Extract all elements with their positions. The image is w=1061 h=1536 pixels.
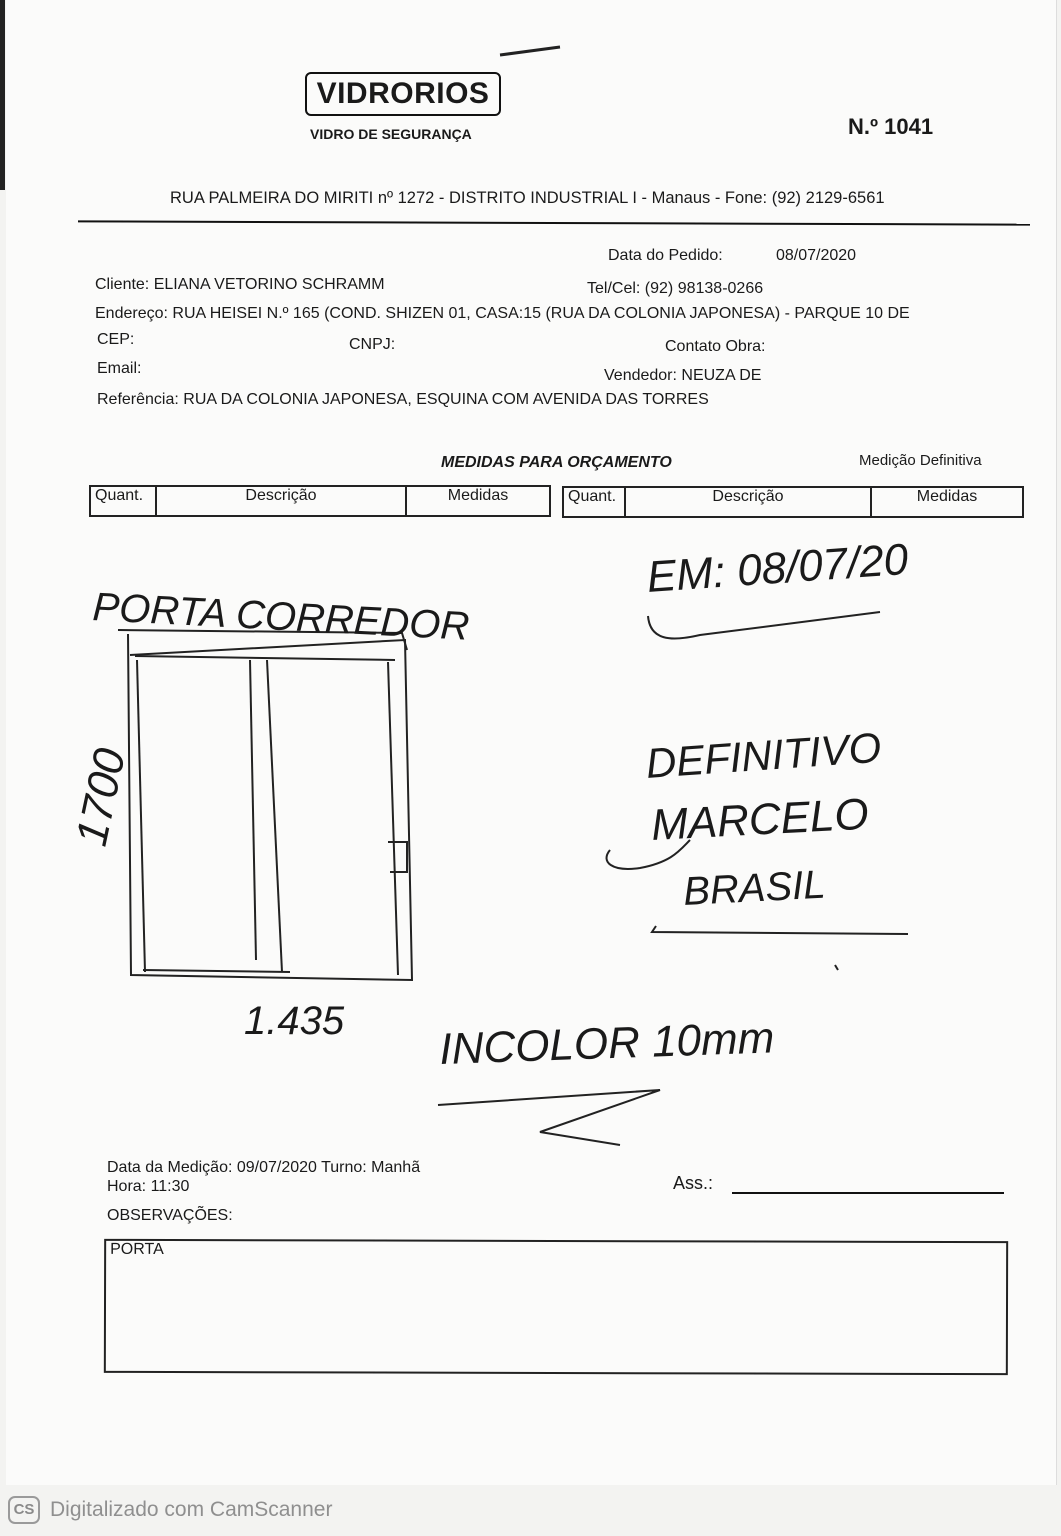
signature-label: Ass.: xyxy=(673,1173,714,1193)
col-description: Descrição xyxy=(156,486,406,516)
col-measures: Medidas xyxy=(406,486,550,516)
measurement-time: Hora: 11:30 xyxy=(107,1178,190,1195)
email-label: Email: xyxy=(97,360,142,377)
col-measures: Medidas xyxy=(871,487,1023,517)
hw-name-2: BRASIL xyxy=(682,862,827,914)
hw-title: PORTA CORREDOR xyxy=(91,585,471,649)
cep-label: CEP: xyxy=(97,331,135,348)
measures-section-title: MEDIDAS PARA ORÇAMENTO xyxy=(441,454,672,471)
hw-width: 1.435 xyxy=(244,999,345,1043)
col-quantity: Quant. xyxy=(563,487,625,517)
camscanner-watermark: Digitalizado com CamScanner xyxy=(50,1498,333,1521)
hw-definitivo: DEFINITIVO xyxy=(644,723,883,787)
address-field: Endereço: RUA HEISEI N.º 165 (COND. SHIZEN 01, CASA:15 (RUA DA COLONIA JAPONESA) - PARQUE 10 DE xyxy=(95,305,910,322)
door-drawing xyxy=(118,630,412,980)
order-date-value: 08/07/2020 xyxy=(776,247,857,264)
client-field: Cliente: ELIANA VETORINO SCHRAMM xyxy=(95,276,385,293)
observations-box xyxy=(104,1239,1008,1375)
measurement-mode: Medição Definitiva xyxy=(859,452,982,469)
site-contact-label: Contato Obra: xyxy=(665,338,766,355)
cnpj-label: CNPJ: xyxy=(349,336,396,353)
col-quantity: Quant. xyxy=(90,486,156,516)
camscanner-icon: CS xyxy=(8,1496,40,1524)
company-address: RUA PALMEIRA DO MIRITI nº 1272 - DISTRITO INDUSTRIAL I - Manaus - Fone: (92) 2129-6561 xyxy=(170,189,885,207)
order-number: N.º 1041 xyxy=(848,114,934,139)
company-logo: VIDRORIOS xyxy=(305,72,501,116)
reference-field: Referência: RUA DA COLONIA JAPONESA, ESQUINA COM AVENIDA DAS TORRES xyxy=(97,391,709,408)
hw-date-note: EM: 08/07/20 xyxy=(645,534,910,602)
observations-label: OBSERVAÇÕES: xyxy=(107,1207,233,1224)
observations-value: PORTA xyxy=(110,1240,164,1258)
seller-field: Vendedor: NEUZA DE xyxy=(604,367,762,384)
company-tagline: VIDRO DE SEGURANÇA xyxy=(310,126,472,142)
hw-name-1: MARCELO xyxy=(649,789,870,850)
phone-field: Tel/Cel: (92) 98138-0266 xyxy=(587,280,764,297)
hw-height: 1700 xyxy=(66,744,136,851)
hw-glass: INCOLOR 10mm xyxy=(438,1013,776,1074)
signature-line xyxy=(732,1192,1004,1194)
measurement-date: Data da Medição: 09/07/2020 Turno: Manhã xyxy=(107,1159,421,1176)
col-description: Descrição xyxy=(625,487,871,517)
order-date-label: Data do Pedido: xyxy=(608,247,723,264)
